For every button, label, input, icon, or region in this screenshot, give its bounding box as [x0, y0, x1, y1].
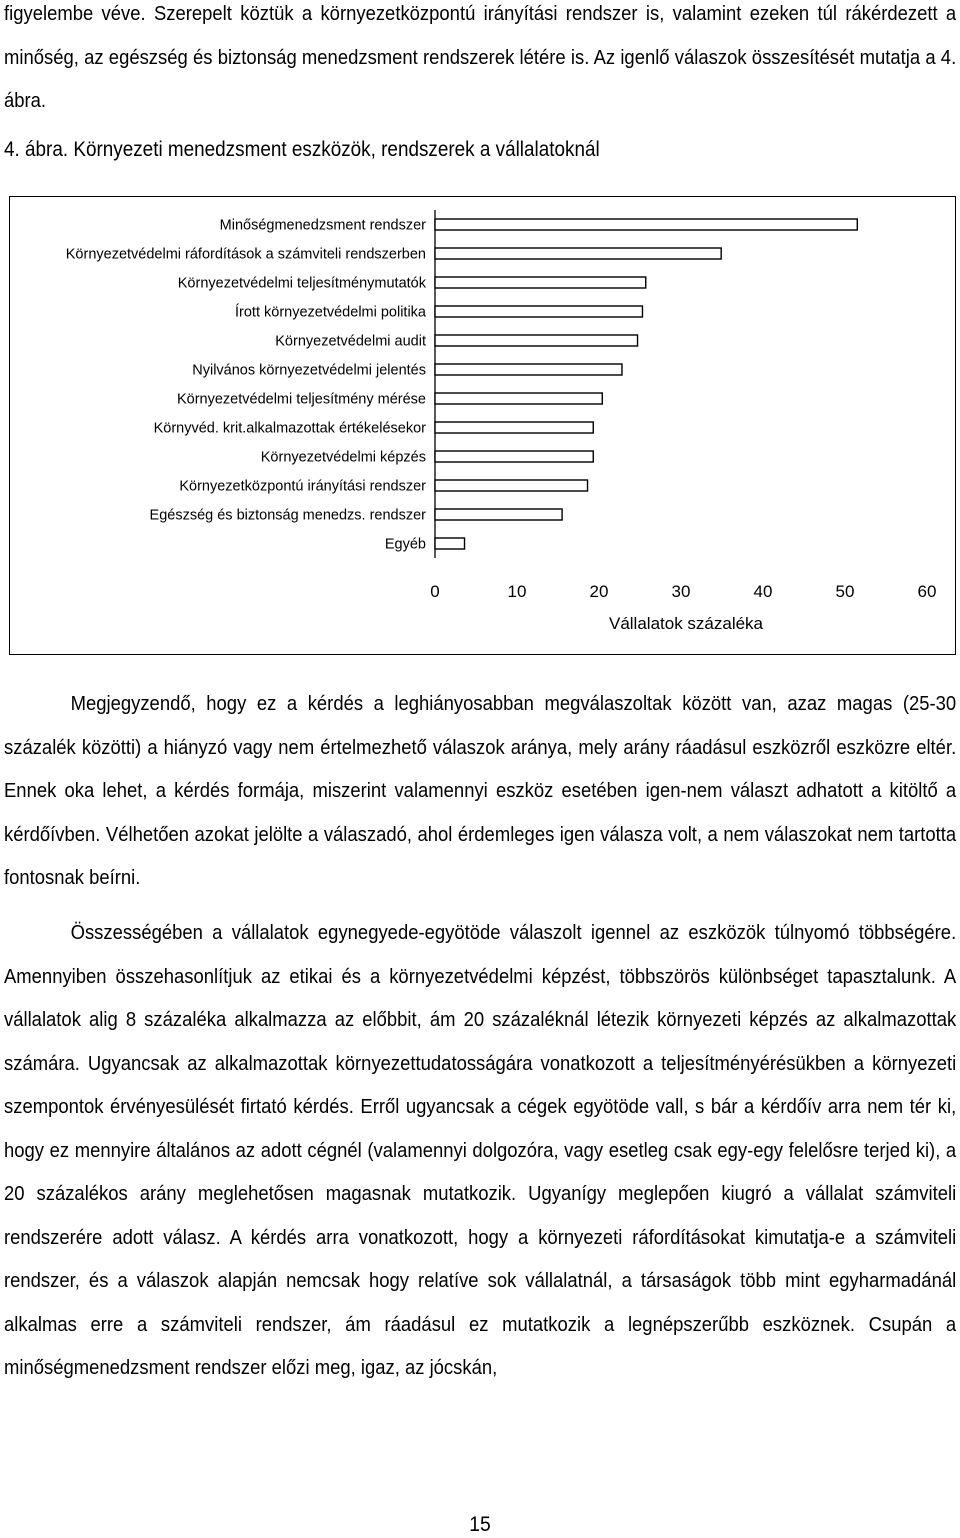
bar — [435, 451, 593, 462]
category-label: Környezetvédelmi teljesítmény mérése — [176, 391, 426, 408]
category-label: Környezetközpontú irányítási rendszer — [179, 478, 426, 495]
x-axis-label: Vállalatok százaléka — [608, 614, 764, 633]
bar — [435, 509, 562, 520]
bar — [435, 393, 602, 404]
page-number: 15 — [469, 1513, 491, 1536]
category-label: Környezetvédelmi ráfordítások a számviteli rendszerben — [65, 246, 426, 263]
bar — [435, 364, 622, 375]
category-label: Nyilvános környezetvédelmi jelentés — [192, 362, 426, 379]
category-label: Környezetvédelmi teljesítménymutatók — [177, 275, 426, 292]
x-tick-label: 20 — [589, 582, 609, 601]
category-label: Környezetvédelmi audit — [275, 333, 426, 350]
bar — [435, 306, 642, 317]
paragraph-note: Megjegyzendő, hogy ez a kérdés a leghiányosabban megválaszoltak között van, azaz magas (25-30 százalék közötti) a hiányzó vagy nem értelmezhető válaszok aránya, mely arány ráadásul eszközről eszközre eltér. Ennek oka lehet, a kérdés formája, miszerint valamennyi eszköz esetében igen-nem választ adhatott a kitöltő a kérdőívben. Vélhetően azokat jelölte a válaszadó, ahol érdemleges igen válasza volt, a nem válaszokat nem tartotta fontosnak beírni. — [4, 692, 957, 889]
x-tick-label: 10 — [507, 582, 527, 601]
figure-caption-text: Környezeti menedzsment eszközök, rendszerek a vállalatoknál — [68, 138, 600, 161]
bar — [435, 480, 588, 491]
category-label: Írott környezetvédelmi politika — [235, 304, 426, 321]
bar — [435, 538, 465, 549]
intro-paragraph: figyelembe véve. Szerepelt köztük a környezetközpontú irányítási rendszer is, valamint ezeken túl rákérdezett a minőség, az egészség és biztonság menedzsment rendszerek létére is. Az igenlő válaszok összesítését mutatja a 4. ábra. — [4, 2, 957, 112]
bar-chart — [9, 196, 956, 655]
x-tick-label: 0 — [430, 582, 440, 601]
category-label: Egyéb — [384, 536, 426, 553]
category-label: Környvéd. krit.alkalmazottak értékelésekor — [153, 420, 426, 437]
category-label: Egészség és biztonság menedzs. rendszer — [149, 507, 426, 524]
x-tick-label: 60 — [917, 582, 937, 601]
paragraph-summary: Összességében a vállalatok egynegyede-egyötöde válaszolt igennel az eszközök túlnyomó többségére. Amennyiben összehasonlítjuk az etikai és a környezetvédelmi képzést, többszörös különbséget tapasztalunk. A vállalatok alig 8 százaléka alkalmazza az előbbit, ám 20 százaléknál létezik környezeti képzés az alkalmazottak számára. Ugyancsak az alkalmazottak környezettudatosságára vonatkozott a teljesítményérésükben a környezeti szempontok érvényesülését firtató kérdés. Erről ugyancsak a cégek egyötöde vall, s bár a kérdőív arra nem tér ki, hogy ez mennyire általános az adott cégnél (valamennyi dolgozóra, vagy esetleg csak egy-egy felelősre terjed ki), a 20 százalékos arány meglehetősen magasnak mutatkozik. Ugyanígy meglepően kiugró a vállalat számviteli rendszerére adott válasz. A kérdés arra vonatkozott, hogy a környezeti ráfordításokat kimutatja-e a számviteli rendszer, és a válaszok alapján nemcsak hogy relatíve sok vállalatnál, a társaságok több mint egyharmadánál alkalmas erre a számviteli rendszer, ám ráadásul ez mutatkozik a legnépszerűbb eszköznek. Csupán a minőségmenedzsment rendszer előzi meg, igaz, az jócskán, — [4, 921, 957, 1379]
bar — [435, 335, 638, 346]
x-tick-label: 50 — [835, 582, 855, 601]
bar — [435, 422, 593, 433]
category-label: Környezetvédelmi képzés — [260, 449, 426, 466]
figure-caption — [4, 136, 600, 164]
category-label: Minőségmenedzsment rendszer — [219, 217, 426, 234]
bar — [435, 248, 721, 259]
x-tick-label: 30 — [671, 582, 691, 601]
bar — [435, 219, 857, 230]
figure-caption-label: 4. ábra. — [4, 138, 69, 161]
bar — [435, 277, 646, 288]
bar-chart-svg — [10, 197, 957, 656]
x-tick-label: 40 — [753, 582, 773, 601]
